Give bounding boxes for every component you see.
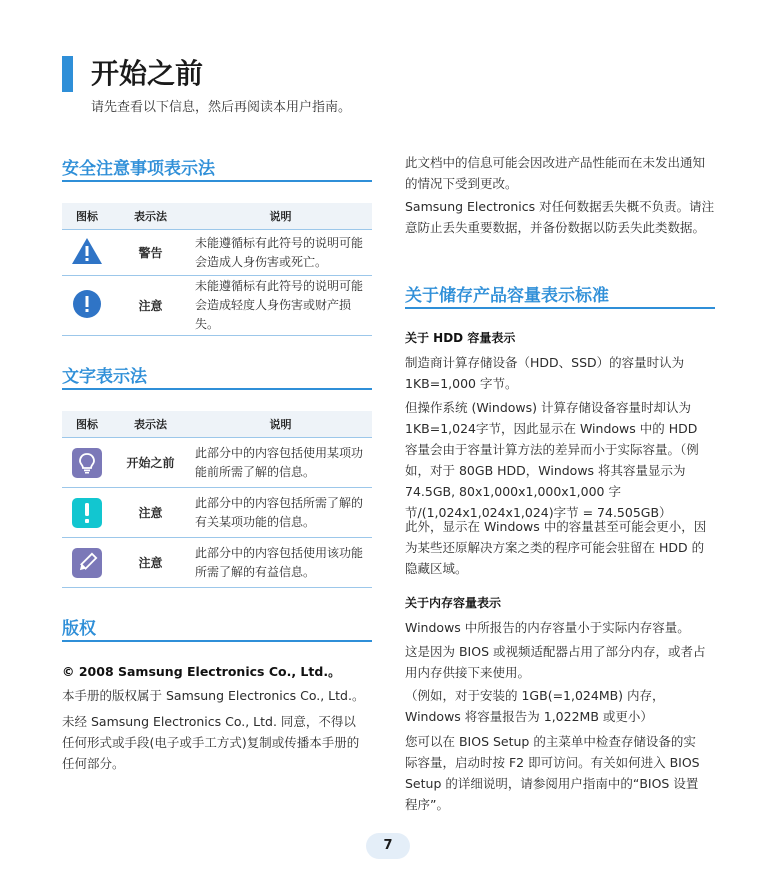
hdd-paragraph: 制造商计算存储设备（HDD、SSD）的容量时认为 1KB=1,000 字节。 [405, 355, 685, 391]
capacity-heading: 关于储存产品容量表示标准 [405, 286, 609, 306]
pencil-icon [72, 548, 102, 578]
copyright-owner: 本手册的版权属于 Samsung Electronics Co., Ltd.。 [62, 688, 365, 703]
memory-subheading: 关于内存容量表示 [405, 596, 502, 610]
text-notation-table [62, 411, 372, 588]
page-subtitle: 请先查看以下信息，然后再阅读本用户指南。 [91, 100, 352, 115]
change-notice: 此文档中的信息可能会因改进产品性能而在未发出通知的情况下受到更改。 [405, 155, 706, 191]
column-header: 图标 [62, 203, 112, 230]
copyright-line: © 2008 Samsung Electronics Co., Ltd.。 [62, 664, 341, 679]
column-header: 说明 [189, 411, 372, 438]
table-row [62, 230, 372, 276]
text-notation-heading: 文字表示法 [62, 367, 147, 387]
hdd-subheading: 关于 HDD 容量表示 [405, 331, 516, 345]
lightbulb-icon [72, 448, 102, 478]
table-row [62, 438, 372, 488]
copyright-heading: 版权 [62, 619, 96, 639]
section-rule [62, 640, 372, 642]
column-header: 表示法 [112, 203, 189, 230]
column-header: 表示法 [112, 411, 189, 438]
table-row [62, 538, 372, 588]
safety-table [62, 203, 372, 336]
exclamation-icon [72, 498, 102, 528]
section-rule [62, 180, 372, 182]
notation-label: 警告 [112, 230, 189, 276]
section-rule [62, 388, 372, 390]
page-title: 开始之前 [91, 57, 204, 90]
notation-label: 注意 [112, 276, 189, 336]
caution-circle-icon [72, 308, 102, 322]
notation-label: 注意 [112, 488, 189, 538]
warning-triangle-icon [71, 254, 103, 268]
hdd-paragraph: 但操作系统 (Windows) 计算存储设备容量时却认为 1KB=1,024字节，因此显示在 Windows 中的 HDD 容量会由于容量计算方法的差异而小于实际容量。（例如，对于 80GB HDD，Windows 将其容量显示为 74.5GB, 80x1,000x1,000x1,000 字节/(1,024x1,024x1,024)字节 = 74.505GB） [405, 400, 699, 520]
hdd-paragraph: 此外，显示在 Windows 中的容量甚至可能会更小，因为某些还原解决方案之类的程序可能会驻留在 HDD 的隐藏区域。 [405, 519, 707, 576]
notation-label: 开始之前 [112, 438, 189, 488]
copyright-notice: 未经 Samsung Electronics Co., Ltd. 同意，不得以任何形式或手段(电子或手工方式)复制或传播本手册的任何部分。 [62, 714, 360, 771]
memory-paragraph: Windows 中所报告的内存容量小于实际内存容量。 [405, 620, 690, 635]
memory-paragraph: 这是因为 BIOS 或视频适配器占用了部分内存，或者占用内存供接下来使用。 [405, 644, 706, 680]
memory-paragraph: （例如，对于安装的 1GB(=1,024MB) 内存，Windows 将容量报告为 1,022MB 或更小） [405, 688, 665, 724]
notation-label: 注意 [112, 538, 189, 588]
section-rule [405, 307, 715, 309]
notation-description: 此部分中的内容包括使用某项功能前所需了解的信息。 [189, 438, 372, 488]
notation-description: 此部分中的内容包括使用该功能所需了解的有益信息。 [189, 538, 372, 588]
table-row [62, 276, 372, 336]
notation-description: 此部分中的内容包括所需了解的有关某项功能的信息。 [189, 488, 372, 538]
notation-description: 未能遵循标有此符号的说明可能会造成人身伤害或死亡。 [189, 230, 372, 276]
safety-heading: 安全注意事项表示法 [62, 159, 215, 179]
memory-paragraph: 您可以在 BIOS Setup 的主菜单中检查存储设备的实际容量，启动时按 F2 即可访问。有关如何进入 BIOS Setup 的详细说明，请参阅用户指南中的“BIOS 设置程序”。 [405, 734, 700, 812]
column-header: 说明 [189, 203, 372, 230]
table-row [62, 488, 372, 538]
title-accent-bar [62, 56, 73, 92]
page-number: 7 [366, 833, 410, 859]
column-header: 图标 [62, 411, 112, 438]
notation-description: 未能遵循标有此符号的说明可能会造成轻度人身伤害或财产损失。 [189, 276, 372, 336]
data-loss-notice: Samsung Electronics 对任何数据丢失概不负责。请注意防止丢失重要数据，并备份数据以防丢失此类数据。 [405, 199, 715, 235]
